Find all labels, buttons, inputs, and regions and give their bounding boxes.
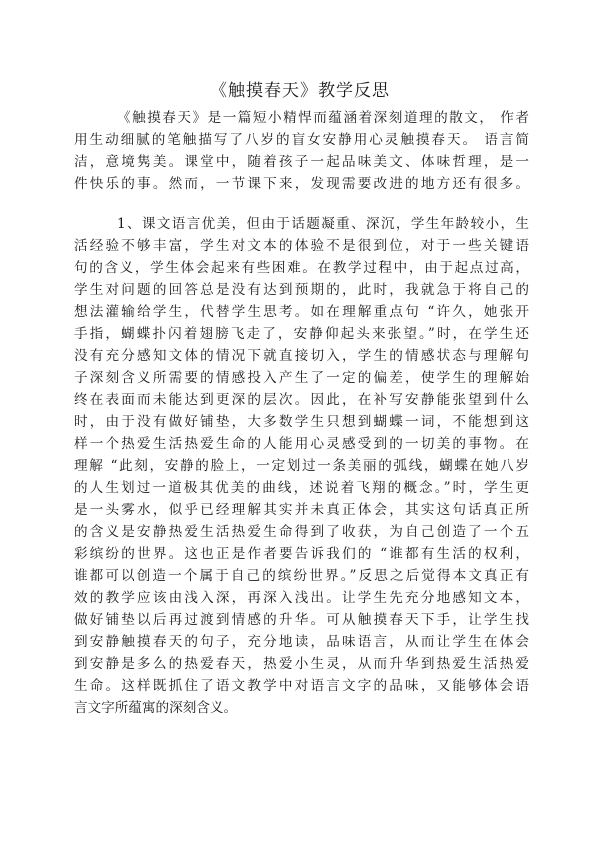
paragraph-2-line: 子深刻含义所需要的情感投入产生了一定的偏差，使学生的理解始 [74, 370, 529, 386]
paragraph-1-line: 洁，意境隽美。课堂中，随着孩子一起品味美文、体味哲理，是一 [74, 154, 529, 170]
paragraph-2-line: 谁都可以创造一个属于自己的缤纷世界。”反思之后觉得本文真正有 [74, 568, 529, 584]
paragraph-2-line: 到安静是多么的热爱春天，热爱小生灵，从而升华到热爱生活热爱 [74, 656, 529, 672]
paragraph-2-line: 学生对问题的回答总是没有达到预期的，此时，我就急于将自己的 [74, 282, 529, 298]
paragraph-2-line: 彩缤纷的世界。这也正是作者要告诉我们的 “谁都有生活的权利， [74, 546, 529, 562]
paragraph-2-line: 生命。这样既抓住了语文教学中对语言文字的品味，又能够体会语 [74, 678, 529, 694]
paragraph-2-line: 的人生划过一道极其优美的曲线，述说着飞翔的概念。”时，学生更 [74, 480, 529, 496]
paragraph-2-line: 时，由于没有做好铺垫，大多数学生只想到蝴蝶一词，不能想到这 [74, 414, 529, 430]
paragraph-1-line: 用生动细腻的笔触描写了八岁的盲女安静用心灵触摸春天。 语言简 [74, 132, 529, 148]
paragraph-2-line: 是一头雾水，似乎已经理解其实并未真正体会，其实这句话真正所 [74, 502, 529, 518]
document-title: 《触摸春天》教学反思 [210, 81, 390, 101]
paragraph-2-line: 到安静触摸春天的句子，充分地读，品味语言，从而让学生在体会 [74, 634, 529, 650]
paragraph-2-line: 样一个热爱生活热爱生命的人能用心灵感受到的一切美的事物。在 [74, 436, 529, 452]
paragraph-2-line: 手指，蝴蝶扑闪着翅膀飞走了，安静仰起头来张望。”时，在学生还 [74, 326, 529, 342]
paragraph-2-line: 理解 “此刻，安静的脸上，一定划过一条美丽的弧线，蝴蝶在她八岁 [74, 458, 529, 474]
paragraph-1-line: 《触摸春天》是一篇短小精悍而蕴涵着深刻道理的散文， 作者 [117, 110, 529, 126]
paragraph-1-line: 件快乐的事。然而，一节课下来，发现需要改进的地方还有很多。 [74, 176, 529, 192]
paragraph-2-line: 1、课文语言优美，但由于话题凝重、深沉，学生年龄较小，生 [117, 216, 529, 232]
paragraph-2-line: 效的教学应该由浅入深，再深入浅出。让学生先充分地感知文本， [74, 590, 529, 606]
paragraph-2-line: 终在表面而未能达到更深的层次。因此，在补写安静能张望到什么 [74, 392, 529, 408]
paragraph-2-line: 句的含义，学生体会起来有些困难。在教学过程中，由于起点过高， [74, 260, 529, 276]
paragraph-2-line: 活经验不够丰富，学生对文本的体验不是很到位，对于一些关键语 [74, 238, 529, 254]
paragraph-2-line: 没有充分感知文体的情况下就直接切入，学生的情感状态与理解句 [74, 348, 529, 364]
paragraph-2-line: 做好铺垫以后再过渡到情感的升华。可从触摸春天下手，让学生找 [74, 612, 529, 628]
paragraph-2-line: 言文字所蕴寓的深刻含义。 [74, 700, 238, 716]
paragraph-2-line: 的含义是安静热爱生活热爱生命得到了收获，为自己创造了一个五 [74, 524, 529, 540]
paragraph-2-line: 想法灌输给学生，代替学生思考。如在理解重点句 “许久，她张开 [74, 304, 529, 320]
